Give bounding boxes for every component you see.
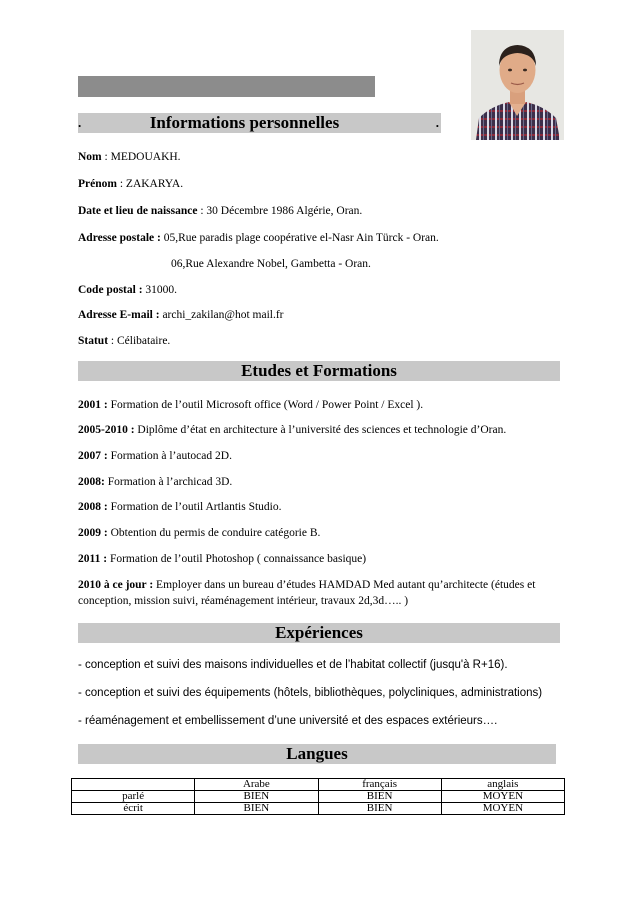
section-title-experience: Expériences [275, 623, 363, 642]
education-year: 2008 : [78, 501, 108, 513]
education-item [78, 423, 506, 437]
section-header-languages [78, 744, 556, 764]
experience-item: - conception et suivi des équipements (hôtels, bibliothèques, polycliniques, administrations) [78, 687, 543, 699]
profile-photo [471, 30, 564, 140]
postal-line [78, 283, 177, 297]
status-line [78, 334, 170, 348]
education-text: Diplôme d’état en architecture à l’université des sciences et technologie d’Oran. [134, 424, 507, 436]
birth-label: Date et lieu de naissance [78, 205, 198, 217]
table-cell: écrit [72, 803, 195, 815]
address-value-1: 05,Rue paradis plage coopérative el-Nasr Ain Türck - Oran. [163, 232, 439, 244]
address-sep: : [154, 232, 164, 244]
education-text: Formation à l’archicad 3D. [104, 476, 233, 488]
education-item [78, 449, 232, 463]
education-item [78, 398, 423, 412]
table-header-cell: anglais [441, 779, 564, 791]
education-text: Formation de l’outil Microsoft office (Word / Power Point / Excel ). [107, 399, 424, 411]
section-title-education: Etudes et Formations [241, 361, 397, 380]
nom-line [78, 150, 181, 164]
band-dot-right: . [435, 115, 439, 130]
prenom-value: ZAKARYA. [125, 178, 184, 190]
table-cell: MOYEN [441, 803, 564, 815]
education-year: 2008: [78, 476, 105, 488]
address-value-2: 06,Rue Alexandre Nobel, Gambetta - Oran. [171, 258, 371, 270]
table-header-cell [72, 779, 195, 791]
prenom-sep: : [116, 178, 126, 190]
status-value: : Célibataire. [108, 335, 171, 347]
section-header-education [78, 361, 560, 381]
postal-label: Code postal : [78, 284, 143, 296]
education-text: Formation de l’outil Photoshop ( connaissance basique) [107, 553, 367, 565]
table-header-row [72, 779, 565, 791]
table-row [72, 803, 565, 815]
name-title-bar [78, 76, 375, 97]
band-dot-left: . [78, 115, 82, 130]
postal-value: 31000. [142, 284, 178, 296]
education-item [78, 552, 366, 566]
email-value: archi_zakilan@hot mail.fr [159, 309, 284, 321]
birth-value: 30 Décembre 1986 Algérie, Oran. [206, 205, 363, 217]
education-text: Obtention du permis de conduire catégorie B. [107, 527, 321, 539]
education-year: 2001 : [78, 399, 108, 411]
table-header-cell: Arabe [195, 779, 318, 791]
education-item [78, 526, 320, 540]
table-cell: BIEN [195, 803, 318, 815]
birth-sep: : [197, 205, 207, 217]
section-title-languages: Langues [286, 744, 348, 763]
birth-line [78, 204, 362, 218]
prenom-label: Prénom [78, 178, 117, 190]
table-row [72, 791, 565, 803]
nom-label: Nom [78, 151, 102, 163]
email-label: Adresse E-mail : [78, 309, 160, 321]
education-item-current [78, 577, 548, 609]
education-year: 2010 à ce jour : [78, 579, 154, 591]
portrait-image [471, 30, 564, 140]
table-cell: BIEN [195, 791, 318, 803]
address-line-2 [171, 257, 371, 271]
table-cell: MOYEN [441, 791, 564, 803]
experience-item: - réaménagement et embellissement d’une université et des espaces extérieurs…. [78, 715, 498, 727]
education-item [78, 475, 232, 489]
education-item [78, 500, 282, 514]
education-text: Formation de l’outil Artlantis Studio. [107, 501, 282, 513]
education-year: 2011 : [78, 553, 108, 565]
email-line [78, 308, 284, 322]
education-year: 2009 : [78, 527, 108, 539]
education-year: 2005-2010 : [78, 424, 135, 436]
section-header-personal [78, 113, 441, 133]
table-cell: BIEN [318, 803, 441, 815]
table-header-cell: français [318, 779, 441, 791]
status-label: Statut [78, 335, 109, 347]
table-cell: parlé [72, 791, 195, 803]
prenom-line [78, 177, 183, 191]
section-header-experience [78, 623, 560, 643]
experience-item: - conception et suivi des maisons individuelles et de l’habitat collectif (jusqu'à R+16). [78, 659, 508, 671]
education-text: Employer dans un bureau d’études HAMDAD Med autant qu’architecte (études et conception, mission suivi, réaménagement intérieur, travaux 2d,3d….. ) [78, 579, 536, 607]
education-text: Formation à l’autocad 2D. [107, 450, 232, 462]
section-title-personal: Informations personnelles [149, 113, 340, 132]
languages-table [71, 778, 565, 815]
nom-value: MEDOUAKH. [110, 151, 181, 163]
address-line [78, 231, 439, 245]
nom-sep: : [101, 151, 111, 163]
table-cell: BIEN [318, 791, 441, 803]
address-label: Adresse postale [78, 232, 155, 244]
education-year: 2007 : [78, 450, 108, 462]
